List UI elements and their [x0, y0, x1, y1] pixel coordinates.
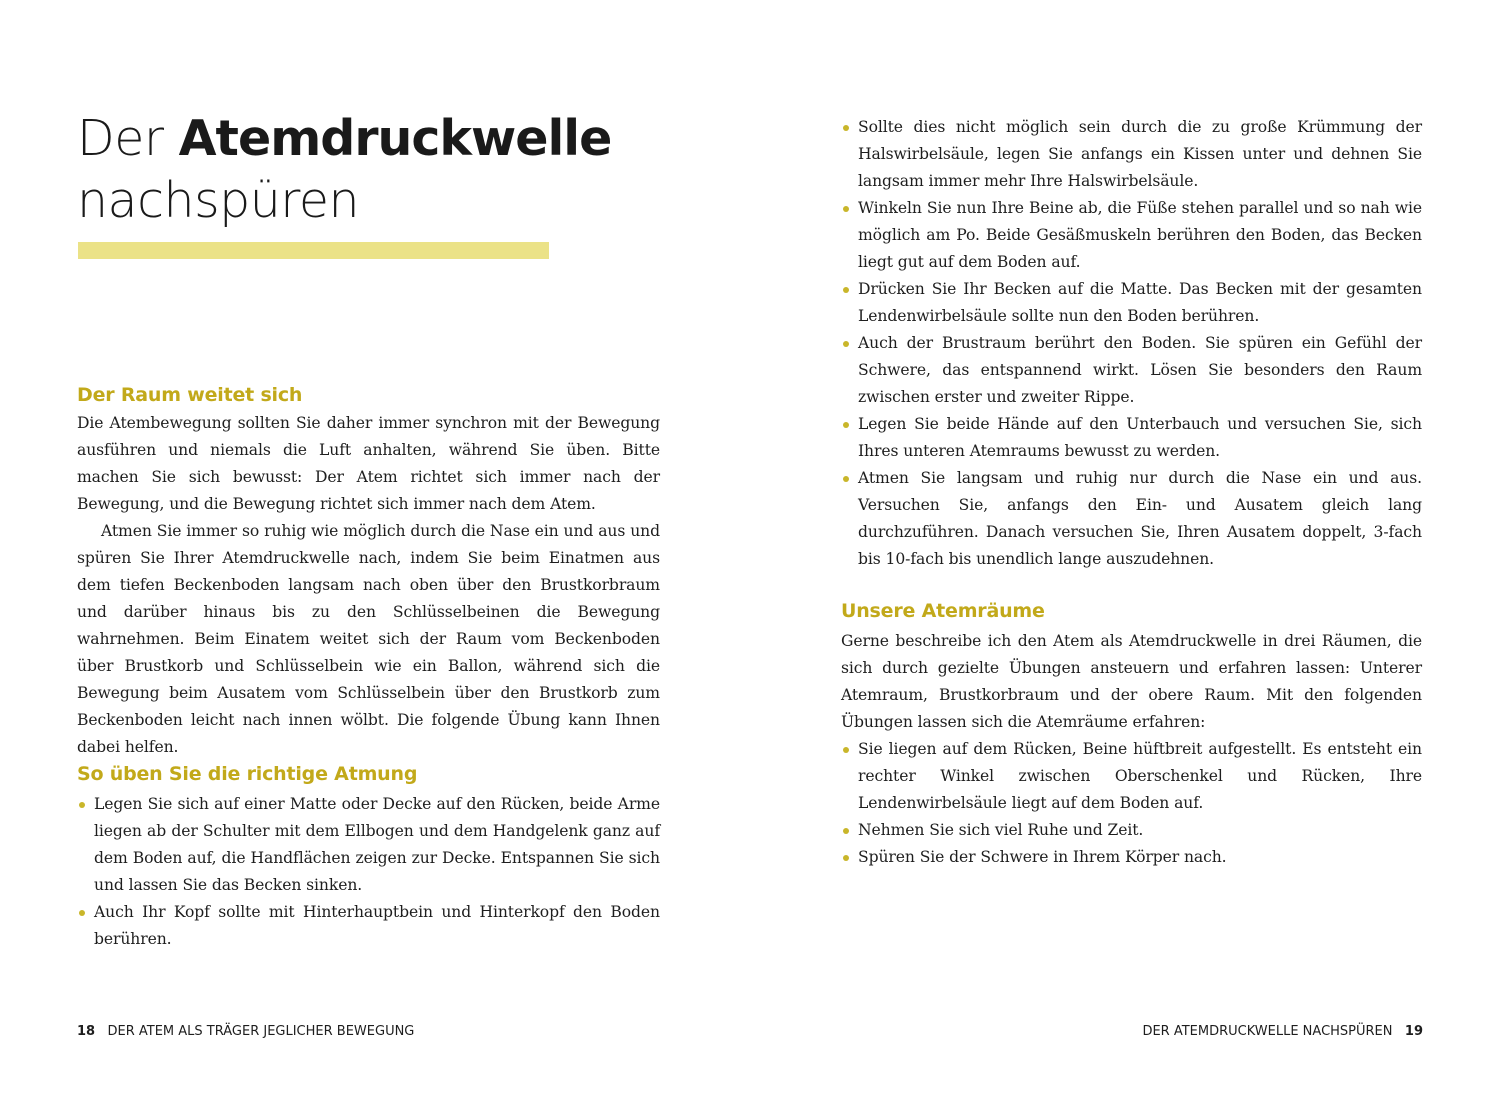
list-item [841, 465, 1422, 573]
list-item-text: Nehmen Sie sich viel Ruhe und Zeit. [858, 821, 1144, 839]
list-item-text: Legen Sie beide Hände auf den Unterbauch und versuchen Sie, sich Ihres unteren Atemraums bewusst zu werden. [858, 415, 1422, 460]
list-item [77, 899, 660, 953]
section-richtige-atmung [77, 761, 660, 953]
title-highlight-bar [78, 242, 549, 259]
running-head: DER ATEMDRUCKWELLE NACHSPÜREN [1142, 1024, 1393, 1039]
bullet-icon [843, 206, 849, 212]
page-title [77, 108, 611, 232]
title-line-2: nachspüren [77, 172, 360, 229]
paragraph: Atmen Sie immer so ruhig wie möglich durch die Nase ein und aus und spüren Sie Ihrer Atemdruckwelle nach, indem Sie beim Einatmen aus dem tiefen Beckenboden langsam nach oben über den Brustkorbraum und darüber hinaus bis zu den Schlüsselbeinen die Bewegung wahrnehmen. Beim Einatem weitet sich der Raum vom Beckenboden über Brustkorb und Schlüsselbein wie ein Ballon, während sich die Bewegung beim Ausatem vom Schlüsselbein über den Brustkorb zum Beckenboden leicht nach innen wölbt. Die folgende Übung kann Ihnen dabei helfen. [77, 522, 660, 756]
list-item [841, 330, 1422, 411]
paragraph: Die Atembewegung sollten Sie daher immer synchron mit der Bewegung ausführen und niemals die Luft anhalten, während Sie üben. Bitte machen Sie sich bewusst: Der Atem richtet sich immer nach der Bewegung, und die Bewegung richtet sich immer nach dem Atem. [77, 414, 660, 513]
list-item-text: Drücken Sie Ihr Becken auf die Matte. Das Becken mit der gesamten Lendenwirbelsäule sollte nun den Boden berühren. [858, 280, 1422, 325]
section-heading: Der Raum weitet sich [77, 384, 303, 406]
list-item [841, 276, 1422, 330]
list-item-text: Spüren Sie der Schwere in Ihrem Körper nach. [858, 848, 1227, 866]
list-item [841, 736, 1422, 817]
bullet-icon [843, 747, 849, 753]
list-item-text: Atmen Sie langsam und ruhig nur durch die Nase ein und aus. Versuchen Sie, anfangs den Ein- und Ausatem gleich lang durchzuführen. Danach versuchen Sie, Ihren Ausatem doppelt, 3-fach bis 10-fach bis unendlich lange auszudehnen. [858, 469, 1422, 568]
bullet-icon [843, 341, 849, 347]
footer-right [1142, 1022, 1423, 1042]
list-item-text: Legen Sie sich auf einer Matte oder Decke auf den Rücken, beide Arme liegen ab der Schulter mit dem Ellbogen und dem Handgelenk ganz auf dem Boden auf, die Handflächen zeigen zur Decke. Entspannen Sie sich und lassen Sie das Becken sinken. [94, 795, 660, 894]
section-raum-weitet-sich [77, 382, 660, 761]
footer-left [77, 1022, 414, 1042]
list-item-text: Sie liegen auf dem Rücken, Beine hüftbreit aufgestellt. Es entsteht ein rechter Winkel zwischen Oberschenkel und Rücken, Ihre Lendenwirbelsäule liegt auf dem Boden auf. [858, 740, 1422, 812]
list-item-text: Winkeln Sie nun Ihre Beine ab, die Füße stehen parallel und so nah wie möglich am Po. Beide Gesäßmuskeln berühren den Boden, das Becken liegt gut auf dem Boden auf. [858, 199, 1422, 271]
right-page [750, 0, 1500, 1097]
section-heading: Unsere Atemräume [841, 600, 1045, 622]
continued-bullets [841, 114, 1422, 573]
bullet-icon [843, 855, 849, 861]
paragraph: Gerne beschreibe ich den Atem als Atemdruckwelle in drei Räumen, die sich durch gezielte Übungen ansteuern und erfahren lassen: Unterer Atemraum, Brustkorbraum und der obere Raum. Mit den folgenden Übungen lassen sich die Atemräume erfahren: [841, 632, 1422, 731]
bullet-icon [843, 422, 849, 428]
title-light: Der [77, 110, 179, 167]
bullet-list [77, 791, 660, 953]
bullet-list [841, 736, 1422, 871]
bullet-icon [843, 828, 849, 834]
bullet-icon [843, 476, 849, 482]
bullet-icon [79, 910, 85, 916]
title-bold: Atemdruckwelle [178, 110, 612, 167]
list-item [841, 844, 1422, 871]
bullet-icon [843, 287, 849, 293]
bullet-icon [843, 125, 849, 131]
list-item-text: Sollte dies nicht möglich sein durch die zu große Krümmung der Halswirbelsäule, legen Sie anfangs ein Kissen unter und dehnen Sie langsam immer mehr Ihre Halswirbelsäule. [858, 118, 1422, 190]
list-item [841, 817, 1422, 844]
list-item [841, 195, 1422, 276]
list-item-text: Auch Ihr Kopf sollte mit Hinterhauptbein und Hinterkopf den Boden berühren. [94, 903, 660, 948]
page-number: 19 [1404, 1024, 1423, 1039]
section-atemraeume [841, 598, 1422, 871]
list-item [841, 411, 1422, 465]
bullet-icon [79, 802, 85, 808]
list-item [841, 114, 1422, 195]
bullet-list [841, 114, 1422, 573]
page-number: 18 [77, 1024, 96, 1039]
list-item [77, 791, 660, 899]
list-item-text: Auch der Brustraum berührt den Boden. Sie spüren ein Gefühl der Schwere, das entspannend wirkt. Lösen Sie besonders den Raum zwischen erster und zweiter Rippe. [858, 334, 1422, 406]
running-head: DER ATEM ALS TRÄGER JEGLICHER BEWEGUNG [107, 1024, 415, 1039]
section-heading: So üben Sie die richtige Atmung [77, 763, 418, 785]
